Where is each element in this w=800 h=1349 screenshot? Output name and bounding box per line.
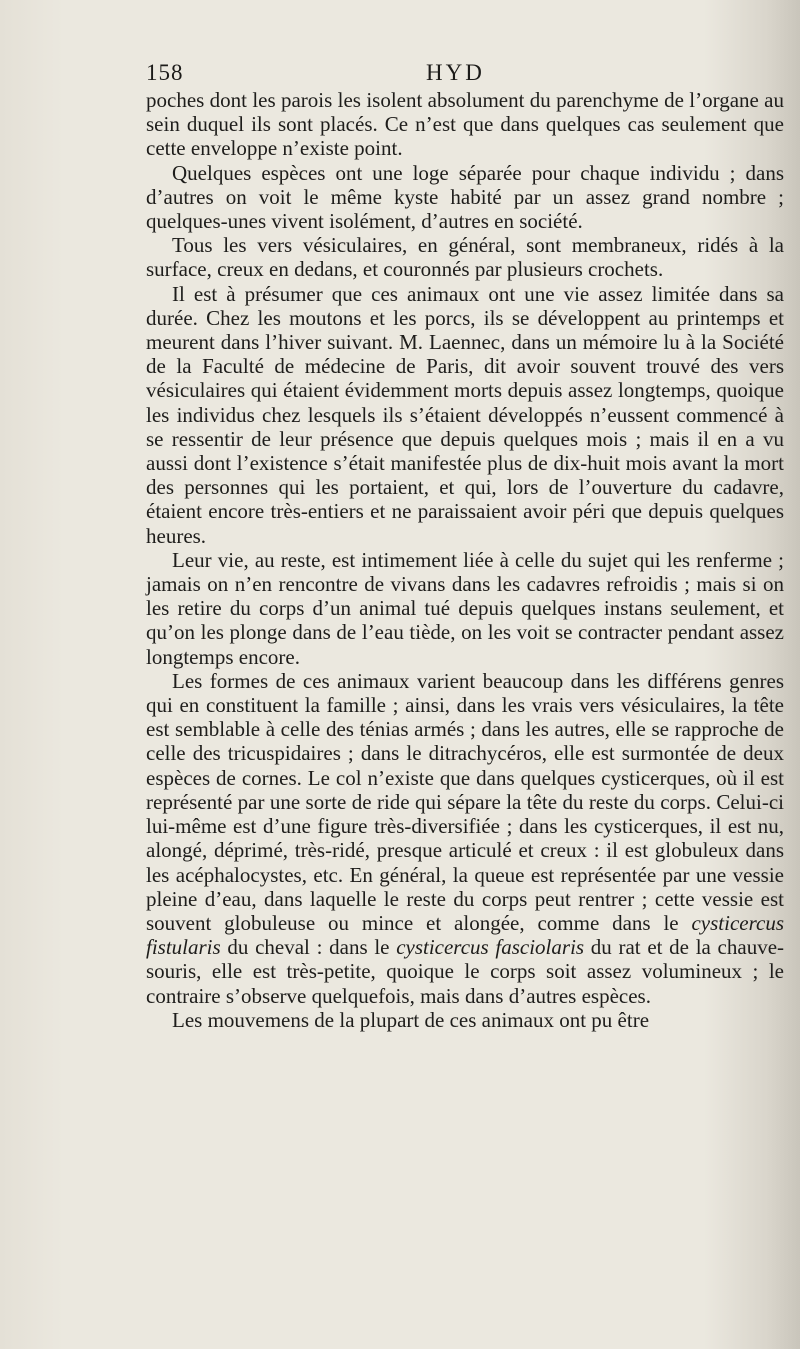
page-header	[146, 58, 786, 92]
paragraph-text: Il est à présumer que ces animaux ont une vie assez limitée dans sa durée. Chez les moutons et les porcs, ils se développent au printemps et meurent dans l’hiver suivant. M. Laennec, dans un mémoire lu à la Société de la Faculté de médecine de Paris, dit avoir souvent trouvé des vers vésiculaires qui étaient évidemment morts depuis assez longtemps, quoique les individus chez lesquels ils s’étaient développés n’eussent commencé à se ressentir de leur présence que depuis quelques mois ; mais il en a vu aussi dont l’existence s’était manifestée plus de dix-huit mois avant la mort des personnes qui les portaient, et qui, lors de l’ouverture du cadavre, étaient encore très-entiers et ne paraissaient avoir péri que depuis quelques heures.	[146, 281, 784, 548]
paragraph-text: Les mouvemens de la plupart de ces animaux ont pu être	[172, 1007, 650, 1032]
body-text	[146, 88, 784, 1032]
paragraph-text: Les formes de ces animaux varient beaucoup dans les différens genres qui en constituent la famille ; ainsi, dans les vrais vers vésiculaires, la tête est semblable à celle des ténias armés ; dans les autres, elle se rapproche de celle des tricuspidaires ; dans le ditrachycéros, elle est surmontée de deux espèces de cornes. Le col n’existe que dans quelques cysticerques, où il est représenté par une sorte de ride qui sépare la tête du reste du corps. Celui-ci lui-même est d’une figure très-diversifiée ; dans les cysticerques, il est nu, alongé, déprimé, très-ridé, presque articulé et creux : il est globuleux dans les acéphalocystes, etc. En général, la queue est représentée par une vessie pleine d’eau, dans laquelle le reste du corps peut rentrer ; cette vessie est souvent globuleuse ou mince et alongée, comme dans le	[146, 668, 784, 935]
page-number: 158	[146, 60, 184, 85]
paragraph	[146, 282, 784, 548]
paragraph	[146, 669, 784, 1008]
paragraph	[146, 233, 784, 281]
paragraph	[146, 88, 784, 161]
running-head: HYD	[426, 60, 485, 85]
paragraph-text: poches dont les parois les isolent absolument du parenchyme de l’organe au sein duquel ils sont placés. Ce n’est que dans quelques cas seulement que cette enveloppe n’existe point.	[146, 88, 784, 161]
italic-term: cysticercus fasciolaris	[396, 935, 585, 960]
paragraph	[146, 1008, 784, 1032]
paragraph-text: Leur vie, au reste, est intimement liée à celle du sujet qui les renferme ; jamais on n’en rencontre de vivans dans les cadavres refroidis ; mais si on les retire du corps d’un animal tué depuis quelques instans seulement, et qu’on les plonge dans de l’eau tiède, on les voit se contracter pendant assez longtemps encore.	[146, 547, 784, 669]
paragraph-text: Quelques espèces ont une loge séparée pour chaque individu ; dans d’autres on voit le même kyste habité par un assez grand nombre ; quelques-unes vivent isolément, d’autres en société.	[146, 160, 784, 234]
paragraph	[146, 548, 784, 669]
italic-term: cysticercus fistularis	[146, 910, 784, 960]
paragraph-text: Tous les vers vésiculaires, en général, sont membraneux, ridés à la surface, creux en dedans, et couronnés par plusieurs crochets.	[146, 233, 784, 282]
paragraph-text: du rat et de la chauve-souris, elle est très-petite, quoique le corps soit assez volumineux ; le contraire s’observe quelquefois, mais dans d’autres espèces.	[146, 935, 785, 1008]
paragraph-text: du cheval : dans le	[220, 935, 397, 960]
paragraph	[146, 161, 784, 234]
